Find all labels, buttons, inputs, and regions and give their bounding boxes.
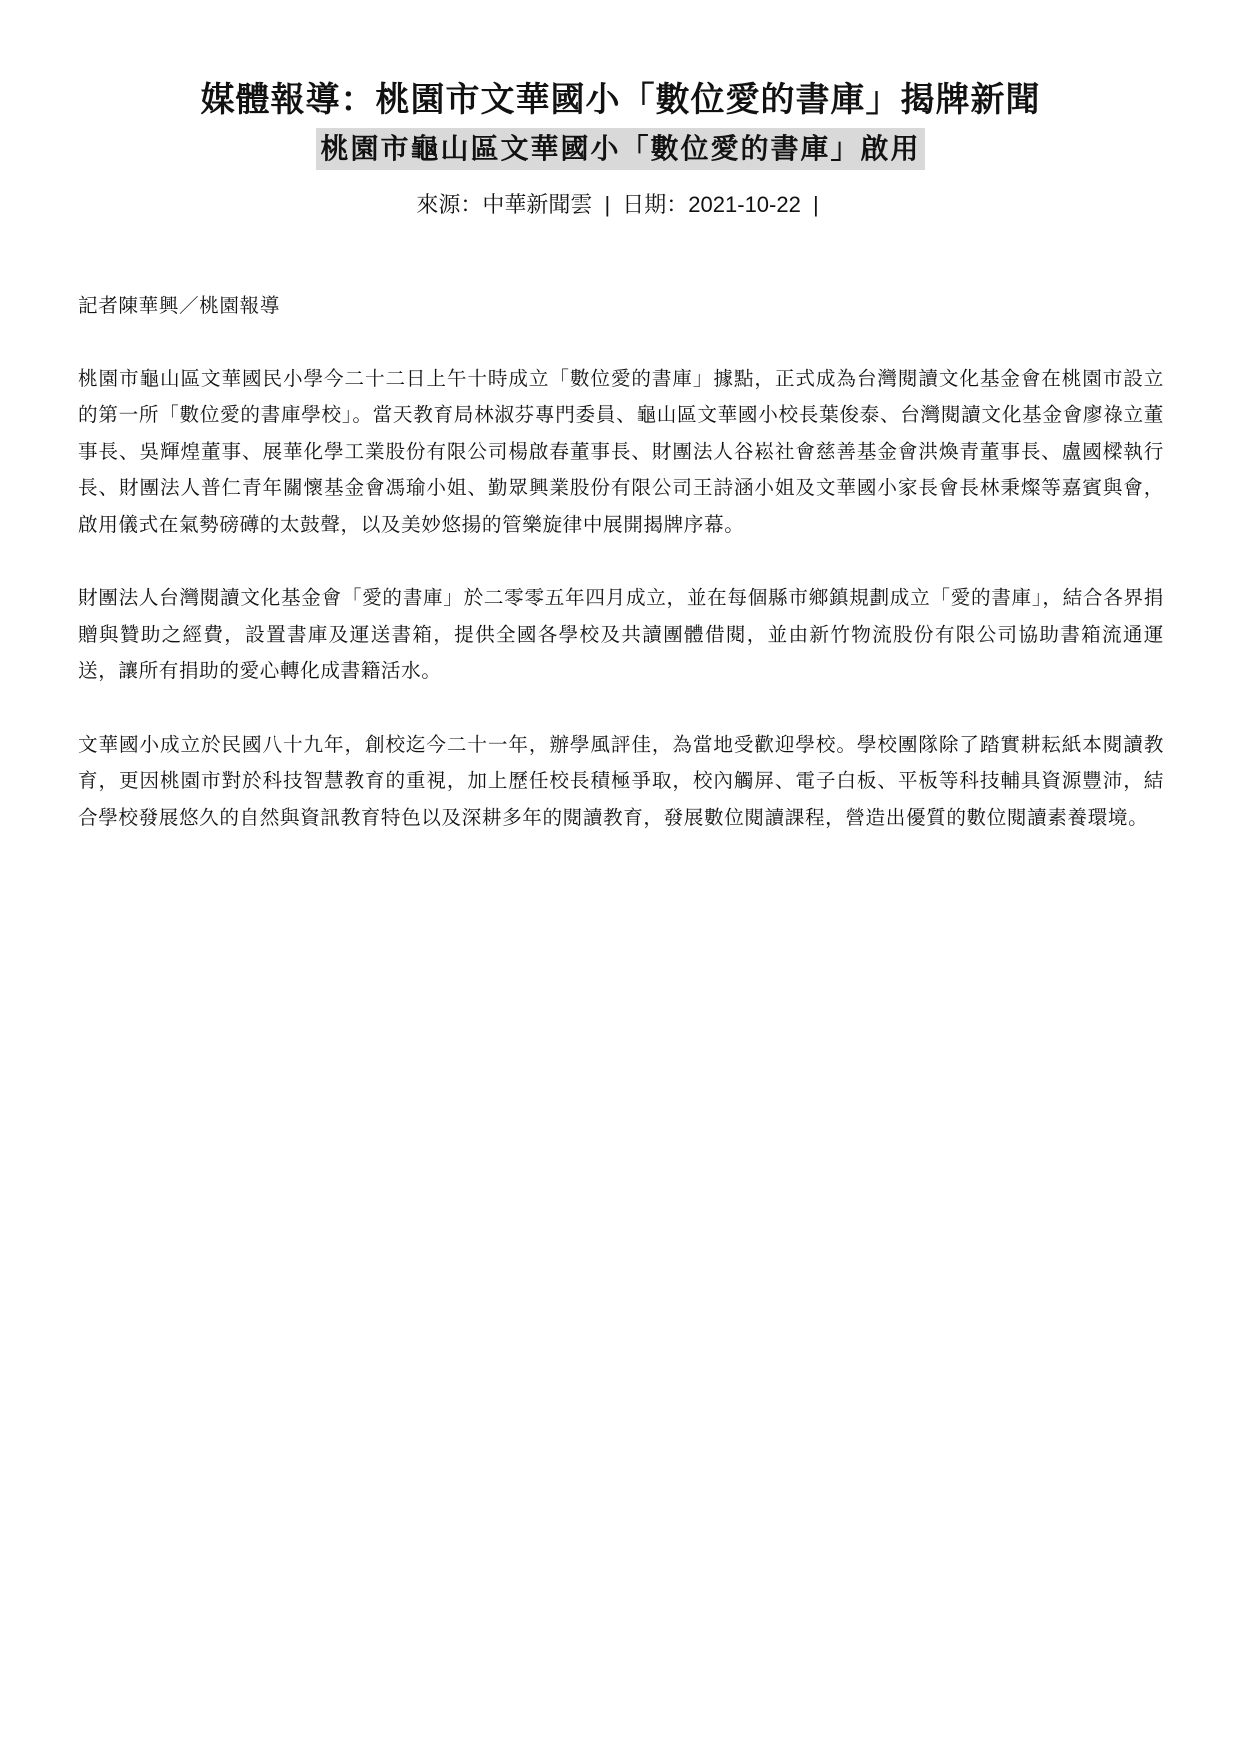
meta-separator: | [604,192,611,217]
source-label: 來源：中華新聞雲 [416,192,593,217]
paragraph-1: 桃園市龜山區文華國民小學今二十二日上午十時成立「數位愛的書庫」據點，正式成為台灣閱讀文化基金會在桃園市設立的第一所「數位愛的書庫學校」。當天教育局林淑芬專門委員、龜山區文華國小校長葉俊泰、台灣閱讀文化基金會廖祿立董事長、吳輝煌董事、展華化學工業股份有限公司楊啟春董事長、財團法人谷崧社會慈善基金會洪煥青董事長、盧國樑執行長、財團法人普仁青年關懷基金會馮瑜小姐、勤眾興業股份有限公司王詩涵小姐及文華國小家長會長林秉燦等嘉賓與會，啟用儀式在氣勢磅礡的太鼓聲，以及美妙悠揚的管樂旋律中展開揭牌序幕。 [78,366,1164,536]
paragraph-2: 財團法人台灣閱讀文化基金會「愛的書庫」於二零零五年四月成立，並在每個縣市鄉鎮規劃成立「愛的書庫」，結合各界捐贈與贊助之經費，設置書庫及運送書箱，提供全國各學校及共讀團體借閱，並由新竹物流股份有限公司協助書箱流通運送，讓所有捐助的愛心轉化成書籍活水。 [78,586,1164,682]
subheadline: 桃園市龜山區文華國小「數位愛的書庫」啟用 [316,128,924,170]
article-meta [0,190,1241,220]
byline: 記者陳華興／桃園報導 [78,294,280,317]
subheadline-wrapper [0,128,1241,170]
paragraph-3: 文華國小成立於民國八十九年，創校迄今二十一年，辦學風評佳，為當地受歡迎學校。學校團隊除了踏實耕耘紙本閱讀教育，更因桃園市對於科技智慧教育的重視，加上歷任校長積極爭取，校內觸屏、電子白板、平板等科技輔具資源豐沛，結合學校發展悠久的自然與資訊教育特色以及深耕多年的閱讀教育，發展數位閱讀課程，營造出優質的數位閱讀素養環境。 [78,732,1164,829]
meta-separator-trailing: | [812,192,819,217]
article-body [78,288,1164,873]
date-label: 日期：2021-10-22 [622,192,801,217]
headline: 媒體報導：桃園市文華國小「數位愛的書庫」揭牌新聞 [200,80,1041,120]
